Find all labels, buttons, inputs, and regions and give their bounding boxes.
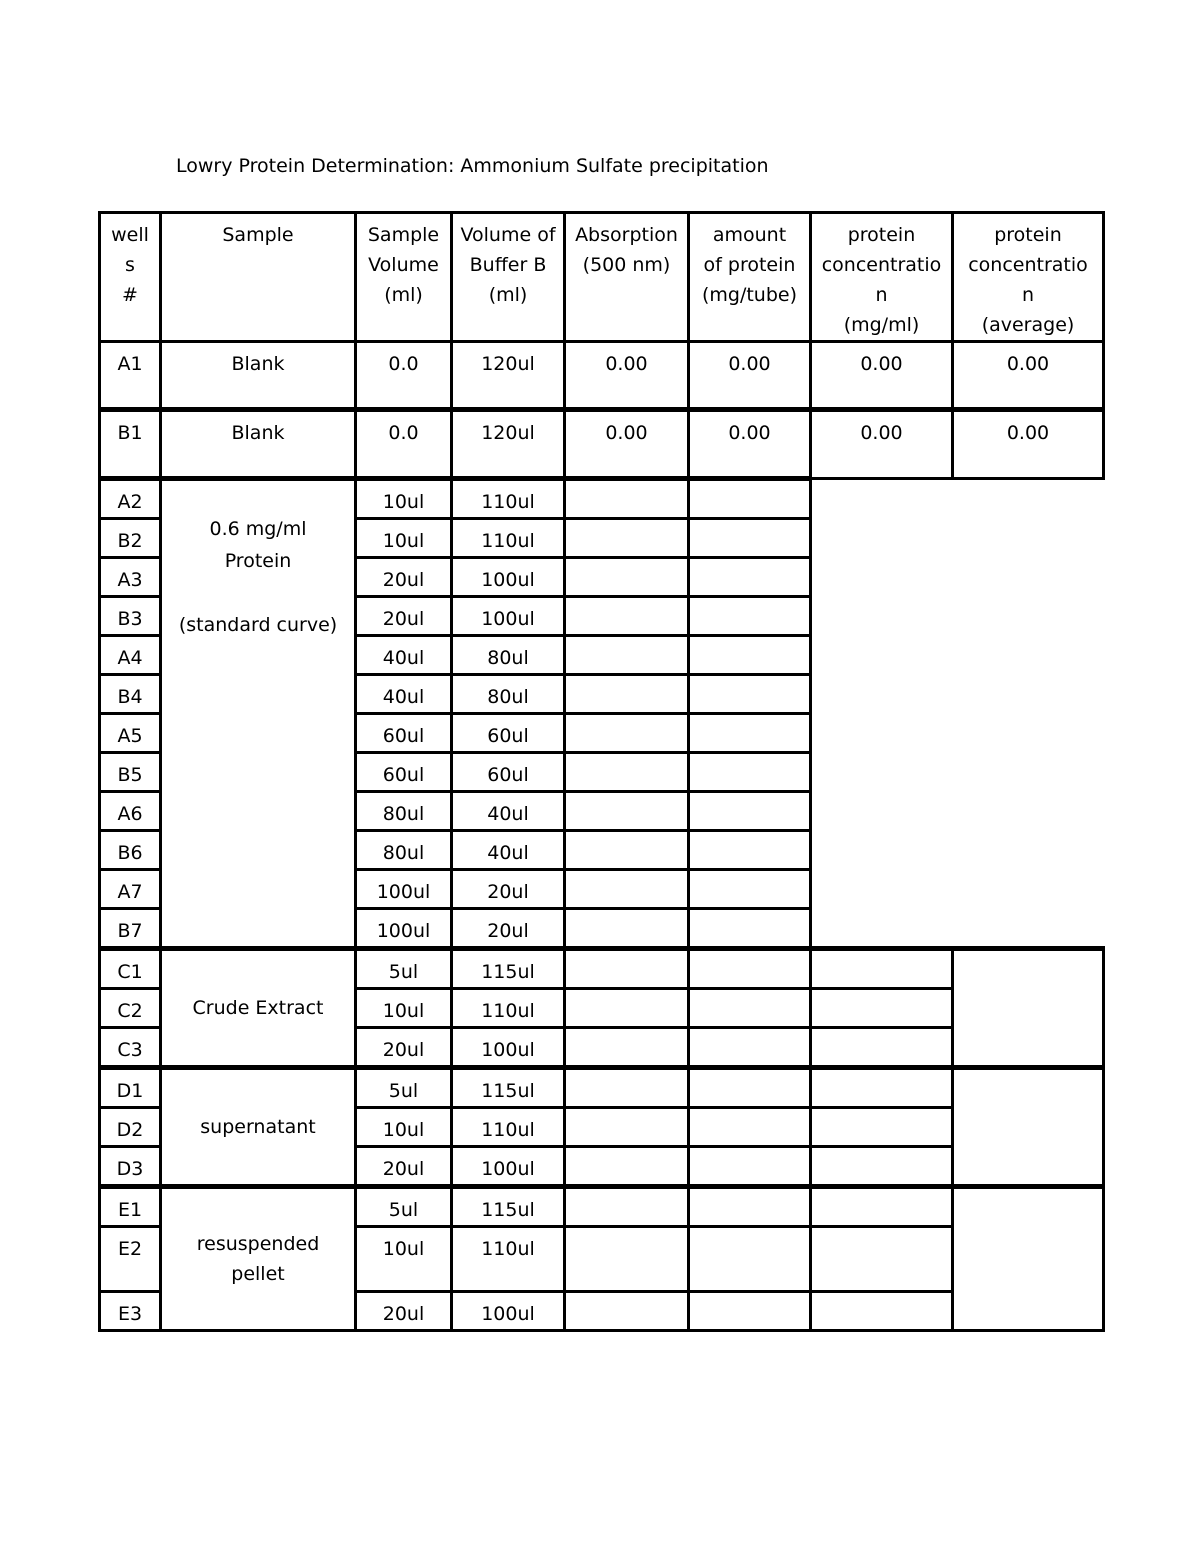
- sample-volume-cell-text: 10ul: [382, 491, 425, 513]
- well-cell-text: C2: [117, 1000, 143, 1022]
- concentration-cell: [811, 410, 953, 479]
- sample-volume-cell-text: 80ul: [382, 842, 425, 864]
- group-sample-cell: [161, 1187, 356, 1331]
- sample-cell: [161, 410, 356, 479]
- standard-sample-cell: [161, 479, 356, 949]
- buffer-volume-cell: [452, 1108, 565, 1147]
- well-cell: [100, 519, 161, 558]
- buffer-volume-cell: [452, 1147, 565, 1187]
- sample-volume-cell: [356, 831, 452, 870]
- buffer-volume-cell: [452, 597, 565, 636]
- buffer-volume-cell-text: 110ul: [481, 1238, 535, 1260]
- amount-cell: [689, 792, 811, 831]
- absorption-cell: [565, 519, 689, 558]
- buffer-volume-cell-text: 100ul: [481, 569, 535, 591]
- well-cell: [100, 597, 161, 636]
- amount-cell: [689, 410, 811, 479]
- table-row: [100, 479, 1104, 519]
- well-cell: [100, 1068, 161, 1108]
- well-cell-text: D3: [116, 1158, 144, 1180]
- well-cell-text: B5: [117, 764, 143, 786]
- sample-volume-cell-text: 0.0: [388, 422, 419, 444]
- empty-region: [811, 479, 1104, 949]
- header-wells-text: s: [125, 254, 135, 276]
- sample-volume-cell-text: 40ul: [382, 686, 425, 708]
- absorption-cell: [565, 753, 689, 792]
- concentration-cell: [811, 949, 953, 989]
- concentration-cell: [811, 342, 953, 410]
- well-cell: [100, 949, 161, 989]
- table-row: [100, 342, 1104, 410]
- well-cell: [100, 1187, 161, 1227]
- sample-volume-cell: [356, 1068, 452, 1108]
- absorption-cell: [565, 909, 689, 949]
- sample-cell: [161, 342, 356, 410]
- buffer-volume-cell: [452, 342, 565, 410]
- absorption-cell: [565, 342, 689, 410]
- buffer-volume-cell-text: 120ul: [481, 422, 535, 444]
- header-sample-volume-text: Volume: [368, 254, 439, 276]
- header-absorption: [565, 213, 689, 342]
- header-row: [100, 213, 1104, 342]
- absorption-cell: [565, 479, 689, 519]
- amount-cell: [689, 1187, 811, 1227]
- concentration-cell: [811, 1227, 953, 1292]
- well-cell-text: E1: [117, 1199, 143, 1221]
- buffer-volume-cell-text: 110ul: [481, 530, 535, 552]
- absorption-cell: [565, 1292, 689, 1331]
- page-title: Lowry Protein Determination: Ammonium Sulfate precipitation: [176, 155, 769, 177]
- well-cell: [100, 675, 161, 714]
- header-concentration-text: n: [875, 284, 888, 306]
- header-concentration: [811, 213, 953, 342]
- amount-cell: [689, 1292, 811, 1331]
- well-cell-text: B2: [117, 530, 143, 552]
- header-sample: [161, 213, 356, 342]
- amount-cell: [689, 342, 811, 410]
- well-cell: [100, 636, 161, 675]
- header-amount-text: amount: [712, 224, 787, 246]
- well-cell-text: B6: [117, 842, 143, 864]
- sample-volume-cell: [356, 870, 452, 909]
- sample-volume-cell-text: 20ul: [382, 608, 425, 630]
- buffer-volume-cell-text: 40ul: [487, 842, 529, 864]
- average-cell: [953, 410, 1104, 479]
- sample-volume-cell-text: 5ul: [388, 961, 419, 983]
- well-cell-text: E2: [117, 1238, 143, 1260]
- absorption-cell: [565, 989, 689, 1028]
- absorption-cell: [565, 714, 689, 753]
- sample-volume-cell-text: 0.0: [388, 353, 419, 375]
- header-sample-volume-text: (ml): [384, 284, 423, 306]
- well-cell-text: D1: [116, 1080, 144, 1102]
- sample-cell-text: Blank: [231, 422, 285, 444]
- absorption-cell: [565, 558, 689, 597]
- well-cell-text: E3: [117, 1303, 143, 1325]
- buffer-volume-cell-text: 80ul: [487, 647, 529, 669]
- buffer-volume-cell-text: 100ul: [481, 1303, 535, 1325]
- group-sample-cell-text: resuspended: [196, 1233, 320, 1255]
- buffer-volume-cell-text: 110ul: [481, 491, 535, 513]
- sample-volume-cell-text: 100ul: [376, 881, 431, 903]
- amount-cell: [689, 1028, 811, 1068]
- buffer-volume-cell: [452, 675, 565, 714]
- absorption-cell: [565, 949, 689, 989]
- amount-cell: [689, 714, 811, 753]
- absorption-cell: [565, 1028, 689, 1068]
- header-concentration-average-text: (average): [981, 314, 1075, 336]
- amount-cell: [689, 1068, 811, 1108]
- average-cell: [953, 1068, 1104, 1187]
- concentration-cell: [811, 1028, 953, 1068]
- buffer-volume-cell-text: 60ul: [487, 764, 529, 786]
- buffer-volume-cell-text: 100ul: [481, 608, 535, 630]
- absorption-cell: [565, 792, 689, 831]
- well-cell: [100, 714, 161, 753]
- sample-volume-cell: [356, 410, 452, 479]
- well-cell-text: D2: [116, 1119, 144, 1141]
- sample-volume-cell: [356, 909, 452, 949]
- buffer-volume-cell-text: 60ul: [487, 725, 529, 747]
- buffer-volume-cell-text: 20ul: [487, 881, 529, 903]
- header-concentration-text: protein: [847, 224, 916, 246]
- lowry-table: [98, 211, 1105, 1332]
- well-cell: [100, 1147, 161, 1187]
- buffer-volume-cell-text: 115ul: [481, 961, 535, 983]
- amount-cell: [689, 597, 811, 636]
- absorption-cell: [565, 1187, 689, 1227]
- amount-cell: [689, 519, 811, 558]
- standard-sample-cell-text: Protein: [224, 550, 292, 572]
- amount-cell: [689, 870, 811, 909]
- sample-volume-cell: [356, 479, 452, 519]
- table-row: [100, 1068, 1104, 1108]
- group-sample-cell: [161, 949, 356, 1068]
- sample-cell-text: Blank: [231, 353, 285, 375]
- absorption-cell: [565, 1068, 689, 1108]
- average-cell-text: 0.00: [1006, 422, 1050, 444]
- standard-sample-cell-text: 0.6 mg/ml: [209, 518, 307, 540]
- absorption-cell-text: 0.00: [605, 422, 648, 444]
- absorption-cell: [565, 597, 689, 636]
- amount-cell: [689, 949, 811, 989]
- amount-cell-text: 0.00: [728, 422, 771, 444]
- sample-volume-cell-text: 10ul: [382, 1238, 425, 1260]
- buffer-volume-cell-text: 80ul: [487, 686, 529, 708]
- header-amount-text: of protein: [703, 254, 796, 276]
- amount-cell: [689, 1147, 811, 1187]
- sample-volume-cell-text: 10ul: [382, 530, 425, 552]
- sample-volume-cell-text: 10ul: [382, 1119, 425, 1141]
- sample-volume-cell: [356, 792, 452, 831]
- well-cell-text: A1: [117, 353, 143, 375]
- well-cell: [100, 1292, 161, 1331]
- header-concentration-text: (mg/ml): [843, 314, 920, 336]
- well-cell-text: A6: [117, 803, 143, 825]
- sample-volume-cell: [356, 675, 452, 714]
- sample-volume-cell: [356, 519, 452, 558]
- table-row: [100, 1187, 1104, 1227]
- amount-cell: [689, 1227, 811, 1292]
- buffer-volume-cell-text: 100ul: [481, 1158, 535, 1180]
- header-concentration-average: [953, 213, 1104, 342]
- group-sample-cell-text: pellet: [231, 1263, 285, 1285]
- header-buffer-volume-text: (ml): [488, 284, 528, 306]
- well-cell-text: C3: [117, 1039, 143, 1061]
- absorption-cell-text: 0.00: [605, 353, 648, 375]
- sample-volume-cell-text: 60ul: [382, 725, 425, 747]
- buffer-volume-cell-text: 110ul: [481, 1119, 535, 1141]
- well-cell-text: A7: [117, 881, 143, 903]
- well-cell-text: A2: [117, 491, 143, 513]
- absorption-cell: [565, 1227, 689, 1292]
- well-cell: [100, 342, 161, 410]
- group-sample-cell: [161, 1068, 356, 1187]
- buffer-volume-cell: [452, 753, 565, 792]
- well-cell: [100, 1227, 161, 1292]
- buffer-volume-cell: [452, 1292, 565, 1331]
- standard-sample-cell-text: [164, 577, 352, 609]
- buffer-volume-cell-text: 120ul: [481, 353, 535, 375]
- buffer-volume-cell: [452, 1068, 565, 1108]
- table-row: [100, 949, 1104, 989]
- buffer-volume-cell: [452, 949, 565, 989]
- header-absorption-text: Absorption: [575, 224, 678, 246]
- sample-volume-cell: [356, 1292, 452, 1331]
- amount-cell-text: 0.00: [728, 353, 771, 375]
- header-sample-volume-text: Sample: [367, 224, 440, 246]
- well-cell-text: B1: [117, 422, 143, 444]
- sample-volume-cell-text: 80ul: [382, 803, 425, 825]
- sample-volume-cell: [356, 597, 452, 636]
- standard-sample-cell-text: (standard curve): [178, 614, 338, 636]
- header-concentration-average-text: concentratio: [968, 254, 1088, 276]
- sample-volume-cell-text: 20ul: [382, 1039, 425, 1061]
- well-cell: [100, 1028, 161, 1068]
- well-cell: [100, 870, 161, 909]
- absorption-cell: [565, 675, 689, 714]
- amount-cell: [689, 479, 811, 519]
- buffer-volume-cell: [452, 909, 565, 949]
- well-cell: [100, 1108, 161, 1147]
- absorption-cell: [565, 410, 689, 479]
- amount-cell: [689, 558, 811, 597]
- average-cell: [953, 342, 1104, 410]
- concentration-cell: [811, 1147, 953, 1187]
- concentration-cell: [811, 1108, 953, 1147]
- average-cell-text: 0.00: [1006, 353, 1050, 375]
- sample-volume-cell: [356, 1187, 452, 1227]
- header-amount: [689, 213, 811, 342]
- concentration-cell-text: 0.00: [860, 353, 903, 375]
- header-wells-text: #: [122, 284, 138, 306]
- buffer-volume-cell-text: 115ul: [481, 1080, 535, 1102]
- well-cell-text: B4: [117, 686, 143, 708]
- sample-volume-cell-text: 5ul: [388, 1199, 419, 1221]
- sample-volume-cell: [356, 989, 452, 1028]
- concentration-cell: [811, 989, 953, 1028]
- buffer-volume-cell: [452, 410, 565, 479]
- well-cell-text: C1: [117, 961, 143, 983]
- well-cell: [100, 909, 161, 949]
- buffer-volume-cell: [452, 714, 565, 753]
- sample-volume-cell: [356, 714, 452, 753]
- header-sample-volume: [356, 213, 452, 342]
- header-wells: [100, 213, 161, 342]
- sample-volume-cell: [356, 1147, 452, 1187]
- absorption-cell: [565, 831, 689, 870]
- well-cell: [100, 410, 161, 479]
- sample-volume-cell: [356, 753, 452, 792]
- group-sample-cell-text: supernatant: [200, 1116, 316, 1138]
- buffer-volume-cell: [452, 479, 565, 519]
- sample-volume-cell: [356, 342, 452, 410]
- header-buffer-volume-text: Buffer B: [469, 254, 547, 276]
- well-cell: [100, 479, 161, 519]
- sample-volume-cell-text: 100ul: [376, 920, 431, 942]
- well-cell-text: A4: [117, 647, 143, 669]
- buffer-volume-cell: [452, 636, 565, 675]
- sample-volume-cell-text: 10ul: [382, 1000, 425, 1022]
- well-cell: [100, 753, 161, 792]
- sample-volume-cell: [356, 558, 452, 597]
- header-buffer-volume-text: Volume of: [460, 224, 556, 246]
- sample-volume-cell-text: 60ul: [382, 764, 425, 786]
- well-cell-text: B7: [117, 920, 143, 942]
- buffer-volume-cell: [452, 1028, 565, 1068]
- amount-cell: [689, 909, 811, 949]
- concentration-cell: [811, 1292, 953, 1331]
- well-cell-text: A5: [117, 725, 143, 747]
- concentration-cell: [811, 1068, 953, 1108]
- well-cell: [100, 558, 161, 597]
- sample-volume-cell-text: 20ul: [382, 1303, 425, 1325]
- sample-volume-cell-text: 40ul: [382, 647, 425, 669]
- buffer-volume-cell-text: 115ul: [481, 1199, 535, 1221]
- well-cell-text: B3: [117, 608, 143, 630]
- amount-cell: [689, 1108, 811, 1147]
- group-sample-cell-text: Crude Extract: [192, 997, 324, 1019]
- average-cell: [953, 949, 1104, 1068]
- absorption-cell: [565, 636, 689, 675]
- header-sample-text: Sample: [222, 224, 294, 246]
- sample-volume-cell-text: 5ul: [388, 1080, 419, 1102]
- header-concentration-average-text: n: [1021, 284, 1035, 306]
- sample-volume-cell-text: 20ul: [382, 1158, 425, 1180]
- buffer-volume-cell: [452, 831, 565, 870]
- well-cell: [100, 792, 161, 831]
- buffer-volume-cell-text: 110ul: [481, 1000, 535, 1022]
- buffer-volume-cell-text: 20ul: [487, 920, 529, 942]
- buffer-volume-cell: [452, 989, 565, 1028]
- sample-volume-cell-text: 20ul: [382, 569, 425, 591]
- header-amount-text: (mg/tube): [701, 284, 798, 306]
- table-row: [100, 410, 1104, 479]
- concentration-cell-text: 0.00: [860, 422, 903, 444]
- absorption-cell: [565, 1147, 689, 1187]
- well-cell: [100, 831, 161, 870]
- sample-volume-cell: [356, 1108, 452, 1147]
- buffer-volume-cell-text: 40ul: [487, 803, 529, 825]
- absorption-cell: [565, 1108, 689, 1147]
- amount-cell: [689, 831, 811, 870]
- sample-volume-cell: [356, 949, 452, 989]
- header-absorption-text: (500 nm): [582, 254, 671, 276]
- well-cell: [100, 989, 161, 1028]
- header-concentration-text: concentratio: [821, 254, 942, 276]
- header-wells-text: well: [111, 224, 149, 246]
- sample-volume-cell: [356, 636, 452, 675]
- concentration-cell: [811, 1187, 953, 1227]
- amount-cell: [689, 675, 811, 714]
- well-cell-text: A3: [117, 569, 143, 591]
- amount-cell: [689, 636, 811, 675]
- average-cell: [953, 1187, 1104, 1331]
- buffer-volume-cell: [452, 519, 565, 558]
- buffer-volume-cell: [452, 1227, 565, 1292]
- amount-cell: [689, 989, 811, 1028]
- absorption-cell: [565, 870, 689, 909]
- buffer-volume-cell: [452, 870, 565, 909]
- sample-volume-cell: [356, 1028, 452, 1068]
- buffer-volume-cell-text: 100ul: [481, 1039, 535, 1061]
- header-concentration-average-text: protein: [994, 224, 1062, 246]
- buffer-volume-cell: [452, 792, 565, 831]
- buffer-volume-cell: [452, 1187, 565, 1227]
- header-buffer-volume: [452, 213, 565, 342]
- sample-volume-cell: [356, 1227, 452, 1292]
- amount-cell: [689, 753, 811, 792]
- buffer-volume-cell: [452, 558, 565, 597]
